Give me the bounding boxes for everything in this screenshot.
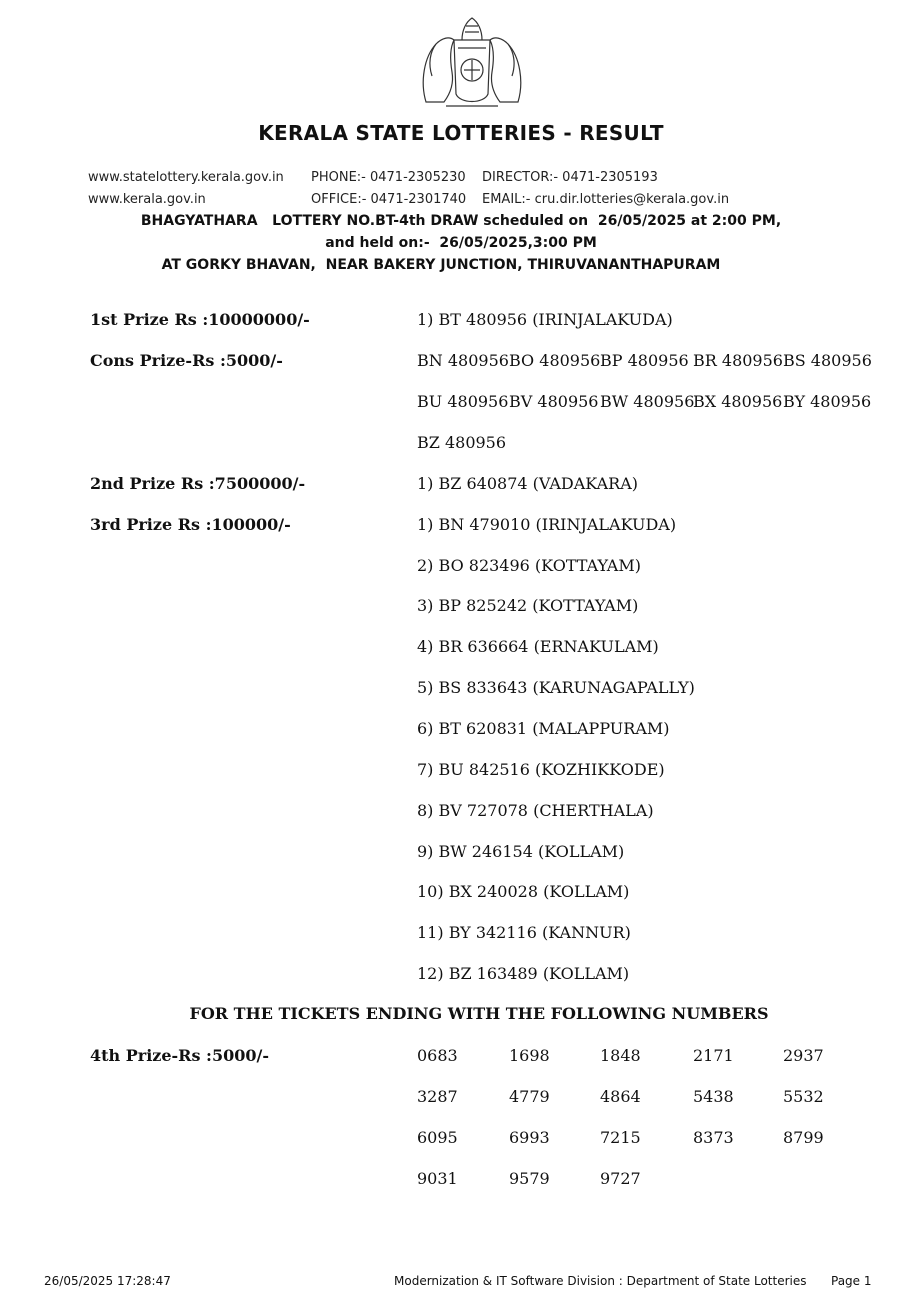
third-prize-winner: 4) BR 636664 (ERNAKULAM) bbox=[417, 637, 659, 656]
cons-ticket: BN 480956 bbox=[417, 351, 509, 370]
ending-number: 2171 bbox=[693, 1046, 734, 1065]
cons-ticket: BS 480956 bbox=[783, 351, 872, 370]
ending-number: 7215 bbox=[600, 1128, 641, 1147]
third-prize-label: 3rd Prize Rs :100000/- bbox=[90, 515, 291, 534]
cons-ticket: BU 480956 bbox=[417, 392, 509, 411]
ending-number: 2937 bbox=[783, 1046, 824, 1065]
fourth-prize-label: 4th Prize-Rs :5000/- bbox=[90, 1046, 269, 1065]
draw-venue: AT GORKY BHAVAN, NEAR BAKERY JUNCTION, THIRUVANANTHAPURAM bbox=[161, 257, 721, 273]
director-text: DIRECTOR:- 0471-2305193 bbox=[482, 170, 658, 185]
draw-info-line-1: BHAGYATHARA LOTTERY NO.BT-4th DRAW scheduled on 26/05/2025 at 2:00 PM, bbox=[140, 213, 782, 229]
ending-number: 8799 bbox=[783, 1128, 824, 1147]
ending-number: 6095 bbox=[417, 1128, 458, 1147]
cons-ticket: BV 480956 bbox=[509, 392, 599, 411]
cons-ticket: BY 480956 bbox=[783, 392, 872, 411]
footer-page-number: Page 1 bbox=[831, 1274, 872, 1288]
cons-prize-label: Cons Prize-Rs :5000/- bbox=[90, 351, 283, 370]
footer-division: Modernization & IT Software Division : Department of State Lotteries bbox=[394, 1274, 807, 1288]
ending-numbers-heading: FOR THE TICKETS ENDING WITH THE FOLLOWING NUMBERS bbox=[189, 1004, 769, 1023]
ending-number: 5438 bbox=[693, 1087, 734, 1106]
page-title: KERALA STATE LOTTERIES - RESULT bbox=[258, 121, 664, 145]
third-prize-winner: 9) BW 246154 (KOLLAM) bbox=[417, 842, 625, 861]
footer-timestamp: 26/05/2025 17:28:47 bbox=[44, 1274, 171, 1288]
ending-number: 8373 bbox=[693, 1128, 734, 1147]
third-prize-winner: 12) BZ 163489 (KOLLAM) bbox=[417, 964, 630, 983]
cons-ticket: BO 480956 bbox=[509, 351, 601, 370]
website-link-2[interactable]: www.kerala.gov.in bbox=[88, 192, 206, 207]
draw-info-line-2: and held on:- 26/05/2025,3:00 PM bbox=[325, 235, 597, 251]
ending-number: 9579 bbox=[509, 1169, 550, 1188]
third-prize-winner: 7) BU 842516 (KOZHIKKODE) bbox=[417, 760, 665, 779]
ending-number: 3287 bbox=[417, 1087, 458, 1106]
third-prize-winner: 6) BT 620831 (MALAPPURAM) bbox=[417, 719, 670, 738]
phone-text: PHONE:- 0471-2305230 bbox=[311, 170, 466, 185]
third-prize-winner: 11) BY 342116 (KANNUR) bbox=[417, 923, 631, 942]
ending-number: 9727 bbox=[600, 1169, 641, 1188]
ending-number: 0683 bbox=[417, 1046, 458, 1065]
website-link-1[interactable]: www.statelottery.kerala.gov.in bbox=[88, 170, 284, 185]
cons-ticket: BX 480956 bbox=[693, 392, 783, 411]
third-prize-winner: 8) BV 727078 (CHERTHALA) bbox=[417, 801, 654, 820]
email-link[interactable]: EMAIL:- cru.dir.lotteries@kerala.gov.in bbox=[482, 192, 730, 207]
third-prize-winner: 10) BX 240028 (KOLLAM) bbox=[417, 882, 630, 901]
third-prize-winner: 1) BN 479010 (IRINJALAKUDA) bbox=[417, 515, 677, 534]
cons-ticket: BP 480956 bbox=[600, 351, 689, 370]
kerala-emblem-icon bbox=[416, 12, 528, 112]
ending-number: 9031 bbox=[417, 1169, 458, 1188]
ending-number: 6993 bbox=[509, 1128, 550, 1147]
office-text: OFFICE:- 0471-2301740 bbox=[311, 192, 467, 207]
cons-ticket: BW 480956 bbox=[600, 392, 695, 411]
ending-number: 5532 bbox=[783, 1087, 824, 1106]
first-prize-label: 1st Prize Rs :10000000/- bbox=[90, 310, 310, 329]
second-prize-winner: 1) BZ 640874 (VADAKARA) bbox=[417, 474, 638, 493]
cons-ticket: BZ 480956 bbox=[417, 433, 507, 452]
third-prize-winner: 2) BO 823496 (KOTTAYAM) bbox=[417, 556, 641, 575]
first-prize-winner: 1) BT 480956 (IRINJALAKUDA) bbox=[417, 310, 673, 329]
third-prize-winner: 3) BP 825242 (KOTTAYAM) bbox=[417, 596, 639, 615]
ending-number: 4864 bbox=[600, 1087, 641, 1106]
third-prize-winner: 5) BS 833643 (KARUNAGAPALLY) bbox=[417, 678, 695, 697]
ending-number: 4779 bbox=[509, 1087, 550, 1106]
ending-number: 1698 bbox=[509, 1046, 550, 1065]
cons-ticket: BR 480956 bbox=[693, 351, 783, 370]
ending-number: 1848 bbox=[600, 1046, 641, 1065]
second-prize-label: 2nd Prize Rs :7500000/- bbox=[90, 474, 306, 493]
